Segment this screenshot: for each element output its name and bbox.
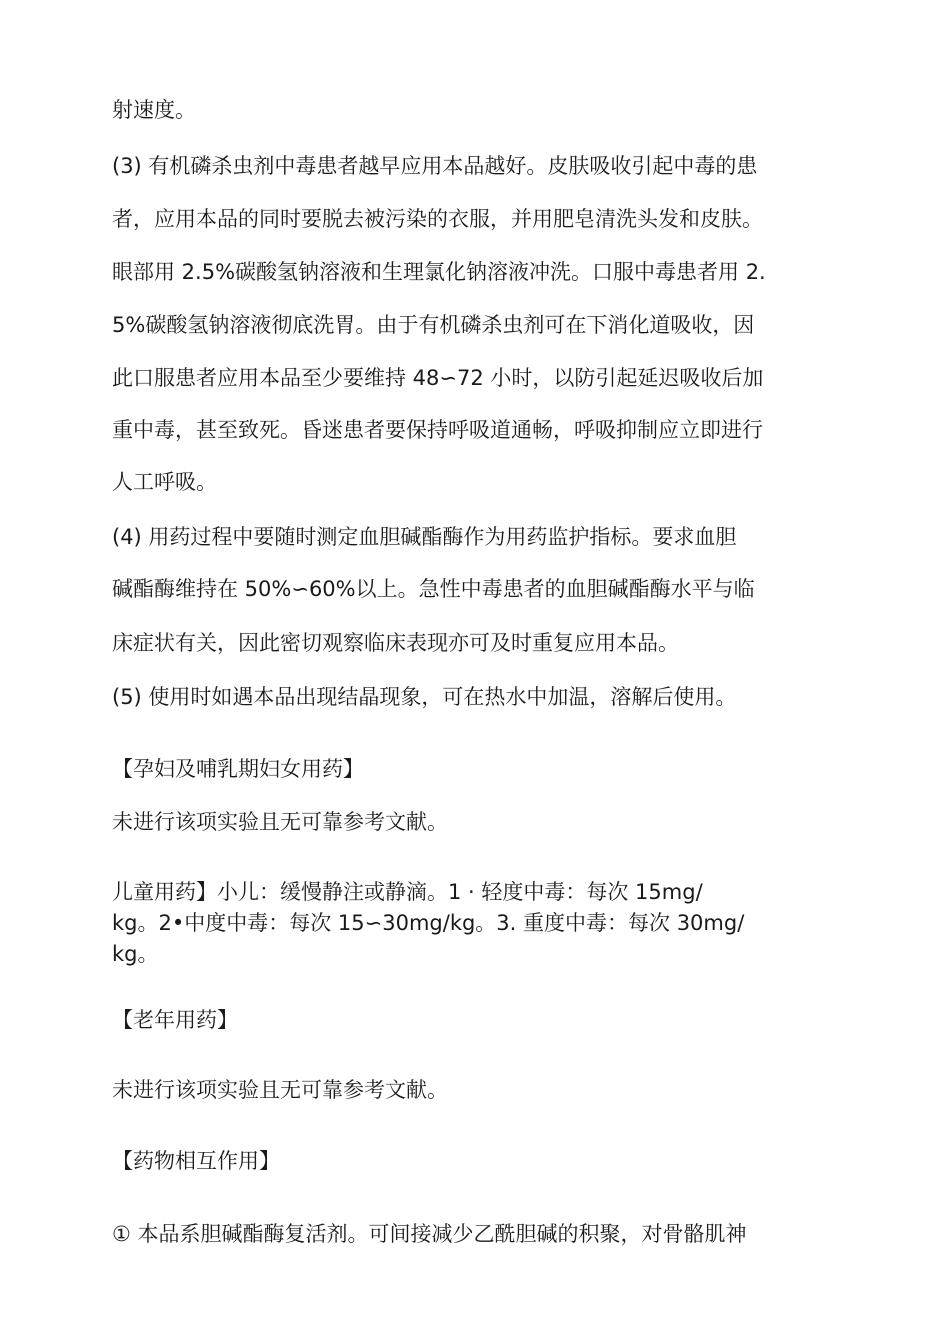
section-heading: 【老年用药】 — [112, 1008, 238, 1032]
text-line: 此口服患者应用本品至少要维持 48∽72 小时，以防引起延迟吸收后加 — [112, 366, 764, 390]
text-line: (3) 有机磷杀虫剂中毒患者越早应用本品越好。皮肤吸收引起中毒的患 — [112, 154, 758, 178]
text-line: 5%碳酸氢钠溶液彻底洗胃。由于有机磷杀虫剂可在下消化道吸收，因 — [112, 313, 755, 337]
text-line: ① 本品系胆碱酯酶复活剂。可间接减少乙酰胆碱的积聚，对骨骼肌神 — [112, 1222, 747, 1246]
text-line: 床症状有关，因此密切观察临床表现亦可及时重复应用本品。 — [112, 631, 679, 655]
text-line: 未进行该项实验且无可靠参考文献。 — [112, 810, 448, 834]
text-line: 人工呼吸。 — [112, 470, 217, 494]
text-line: (4) 用药过程中要随时测定血胆碱酯酶作为用药监护指标。要求血胆 — [112, 525, 737, 549]
section-heading: 【孕妇及哺乳期妇女用药】 — [112, 757, 364, 781]
text-line: 儿童用药】小儿：缓慢静注或静滴。1 · 轻度中毒：每次 15mg/ — [112, 880, 703, 904]
text-line: kg。2•中度中毒：每次 15∽30mg/kg。3. 重度中毒：每次 30mg/ — [112, 911, 745, 935]
text-line: kg。 — [112, 942, 159, 966]
text-line: 碱酯酶维持在 50%∽60%以上。急性中毒患者的血胆碱酯酶水平与临 — [112, 577, 755, 601]
text-line: (5) 使用时如遇本品出现结晶现象，可在热水中加温，溶解后使用。 — [112, 685, 737, 709]
text-line: 重中毒，甚至致死。昏迷患者要保持呼吸道通畅，呼吸抑制应立即进行 — [112, 418, 763, 442]
text-line: 未进行该项实验且无可靠参考文献。 — [112, 1078, 448, 1102]
text-line: 眼部用 2.5%碳酸氢钠溶液和生理氯化钠溶液冲洗。口服中毒患者用 2. — [112, 260, 766, 284]
text-line: 者，应用本品的同时要脱去被污染的衣服，并用肥皂清洗头发和皮肤。 — [112, 207, 763, 231]
text-line: 射速度。 — [112, 98, 196, 122]
section-heading: 【药物相互作用】 — [112, 1149, 280, 1173]
